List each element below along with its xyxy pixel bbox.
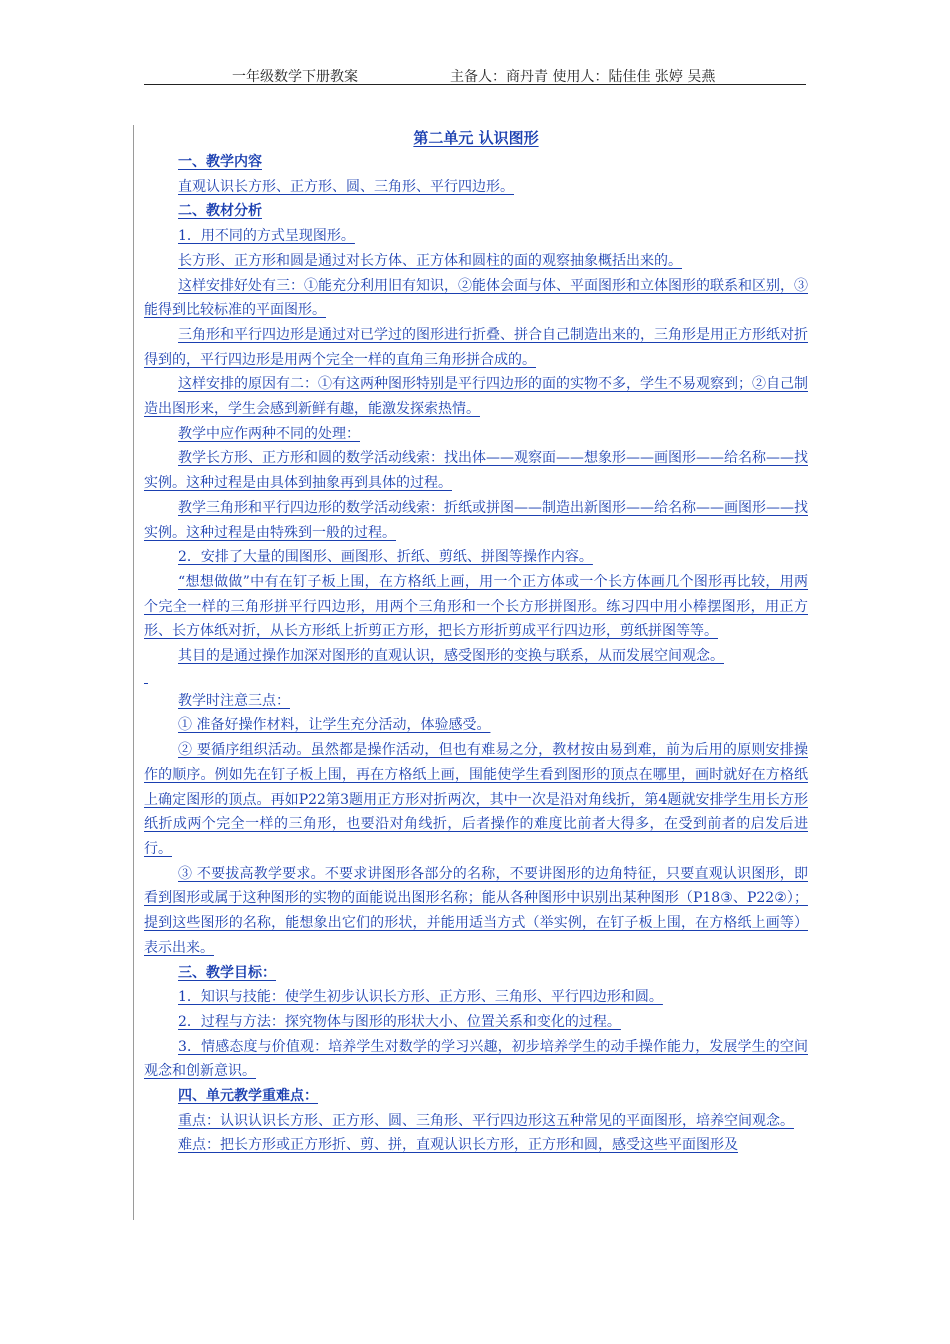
section-heading: 二、教材分析 [178,203,262,220]
paragraph: ② 要循序组织活动。虽然都是操作活动，但也有难易之分，教材按由易到难，前为后用的原则安排操作的顺序。例如先在钉子板上围，再在方格纸上画，围能使学生看到图形的顶点在哪里，画时就好在方格纸上确定图形的顶点。再如P22第3题用正方形对折两次，其中一次是沿对角线折，第4题就安排学生用长方形纸折成两个完全一样的三角形，也要沿对角线折，后者操作的难度比前者大得多，在受到前者的启发后进行。 [144,742,808,857]
paragraph: 重点：认识认识长方形、正方形、圆、三角形、平行四边形这五种常见的平面图形，培养空间观念。 [178,1112,794,1129]
empty-underlined-line [144,669,808,689]
paragraph: ③ 不要拔高教学要求。不要求讲图形各部分的名称，不要讲图形的边角特征，只要直观认识图形，即看到图形或属于这种图形的实物的面能说出图形名称；能从各种图形中识别出某种图形（P18③、P22②）；提到这些图形的名称，能想象出它们的形状，并能用适当方式（举实例，在钉子板上围，在方格纸上画等）表示出来。 [144,865,808,956]
paragraph: 三角形和平行四边形是通过对已学过的图形进行折叠、拼合自己制造出来的，三角形是用正方形纸对折得到的，平行四边形是用两个完全一样的直角三角形拼合成的。 [144,326,808,368]
margin-line [133,125,134,1220]
paragraph: 2．安排了大量的围图形、画图形、折纸、剪纸、拼图等操作内容。 [178,549,593,566]
paragraph: 1．用不同的方式呈现图形。 [178,228,355,245]
paragraph: 3．情感态度与价值观：培养学生对数学的学习兴趣，初步培养学生的动手操作能力，发展学生的空间观念和创新意识。 [144,1038,808,1080]
header-right-text: 主备人：商丹青 使用人：陆佳佳 张婷 吴燕 [450,69,716,85]
paragraph: 直观认识长方形、正方形、圆、三角形、平行四边形。 [178,178,514,195]
page-header [144,64,806,85]
paragraph: 其目的是通过操作加深对图形的直观认识，感受图形的变换与联系，从而发展空间观念。 [178,648,724,665]
unit-title: 第二单元 认识图形 [413,129,539,147]
paragraph: 教学中应作两种不同的处理： [178,425,360,442]
paragraph: 这样安排好处有三：①能充分利用旧有知识，②能体会面与体、平面图形和立体图形的联系和区别，③能得到比较标准的平面图形。 [144,277,808,319]
section-heading: 四、单元教学重难点： [178,1088,318,1105]
paragraph: 这样安排的原因有二：①有这两种图形特别是平行四边形的面的实物不多，学生不易观察到；②自己制造出图形来，学生会感到新鲜有趣，能激发探索热情。 [144,376,808,418]
paragraph: 1．知识与技能：使学生初步认识长方形、正方形、三角形、平行四边形和圆。 [178,989,663,1006]
section-heading: 三、教学目标： [178,964,276,981]
paragraph: 教学时注意三点： [178,692,290,709]
paragraph: 教学三角形和平行四边形的数学活动线索：折纸或拼图——制造出新图形——给名称——画图形——找实例。这种过程是由特殊到一般的过程。 [144,499,808,541]
section-heading: 一、教学内容 [178,154,262,170]
paragraph: 难点：把长方形或正方形折、剪、拼，直观认识长方形，正方形和圆，感受这些平面图形及 [178,1137,738,1154]
document-body [144,126,808,1158]
paragraph: 长方形、正方形和圆是通过对长方体、正方体和圆柱的面的观察抽象概括出来的。 [178,252,682,269]
paragraph: 教学长方形、正方形和圆的数学活动线索：找出体——观察面——想象形——画图形——给名称——找实例。这种过程是由具体到抽象再到具体的过程。 [144,450,808,492]
header-left-text: 一年级数学下册教案 [232,69,358,85]
paragraph: ① 准备好操作材料，让学生充分活动，体验感受。 [178,717,491,734]
paragraph: 2．过程与方法：探究物体与图形的形状大小、位置关系和变化的过程。 [178,1013,621,1030]
paragraph: “想想做做”中有在钉子板上围，在方格纸上画，用一个正方体或一个长方体画几个图形再比较，用两个完全一样的三角形拼平行四边形，用两个三角形和一个长方形拼图形。练习四中用小棒摆图形，用正方形、长方体纸对折，从长方形纸上折剪正方形，把长方形折剪成平行四边形，剪纸拼图等等。 [144,573,808,640]
